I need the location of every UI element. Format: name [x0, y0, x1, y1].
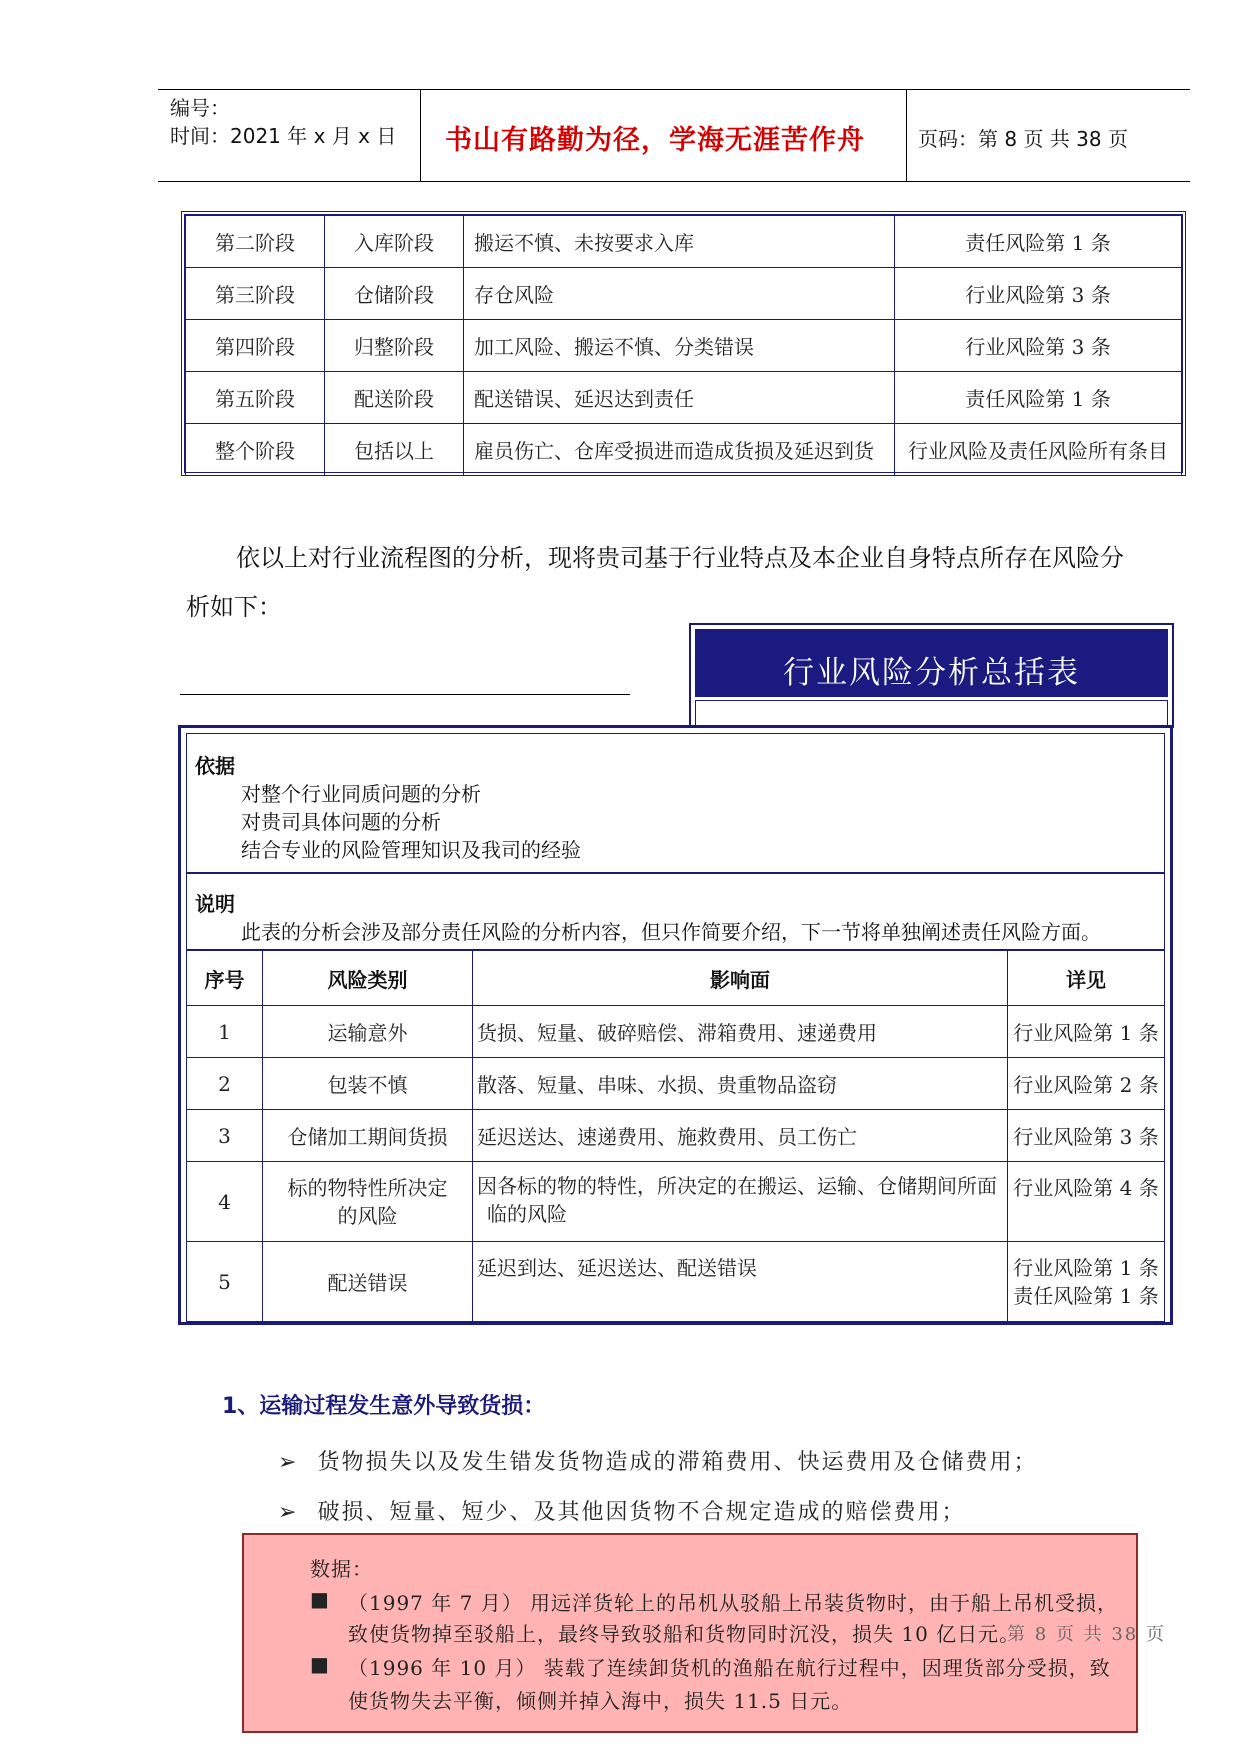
stage-phase: 仓储阶段 — [325, 268, 464, 320]
data-item-line: （1996 年 10 月） 装载了连续卸货机的渔船在航行过程中，因理货部分受损，致 — [348, 1656, 1111, 1680]
summary-title-box — [689, 623, 1174, 728]
data-label: 数据： — [310, 1557, 373, 1581]
basis-section — [186, 733, 1165, 873]
table-row — [187, 1058, 1165, 1110]
row-ref-line: 责任风险第 1 条 — [1013, 1283, 1159, 1308]
header-divider-left — [420, 89, 421, 181]
basis-item: 结合专业的风险管理知识及我司的经验 — [241, 838, 581, 862]
title-left-rule — [180, 694, 630, 695]
stage-phase: 包括以上 — [325, 424, 464, 476]
stage-name: 第五阶段 — [186, 372, 325, 424]
table-row — [186, 320, 1182, 372]
square-bullet-icon: ■ — [310, 1652, 330, 1676]
table-row — [187, 1162, 1165, 1242]
summary-title-underbar — [695, 700, 1168, 726]
row-category — [263, 1162, 473, 1242]
stage-phase: 入库阶段 — [325, 216, 464, 268]
stage-table — [181, 211, 1186, 476]
data-item-line: 使货物失去平衡，倾侧并掉入海中，损失 11.5 日元。 — [348, 1689, 853, 1713]
stage-phase: 配送阶段 — [325, 372, 464, 424]
row-ref: 行业风险第 3 条 — [1008, 1110, 1165, 1162]
list-item — [278, 1445, 1037, 1476]
stage-ref: 行业风险及责任风险所有条目 — [895, 424, 1182, 476]
table-row — [186, 372, 1182, 424]
stage-name: 第三阶段 — [186, 268, 325, 320]
summary-title: 行业风险分析总括表 — [783, 655, 1080, 691]
col-header-impact: 影响面 — [473, 951, 1008, 1006]
intro-line-1: 依以上对行业流程图的分析，现将贵司基于行业特点及本企业自身特点所存在风险分 — [236, 544, 1124, 572]
stage-risk: 配送错误、延迟达到责任 — [464, 372, 895, 424]
table-row — [186, 268, 1182, 320]
stage-ref: 行业风险第 3 条 — [895, 320, 1182, 372]
risk-table — [186, 950, 1165, 1317]
table-row — [187, 1242, 1165, 1322]
header-serial: 编号： — [170, 96, 230, 120]
row-no: 1 — [187, 1006, 263, 1058]
row-no: 5 — [187, 1242, 263, 1322]
stage-name: 整个阶段 — [186, 424, 325, 476]
section-title: 1、运输过程发生意外导致货损： — [222, 1394, 546, 1419]
header-bottom-rule — [158, 181, 1190, 182]
data-callout — [242, 1533, 1138, 1733]
row-no: 3 — [187, 1110, 263, 1162]
table-row — [186, 216, 1182, 268]
table-row — [186, 424, 1182, 476]
col-header-ref: 详见 — [1008, 951, 1165, 1006]
col-header-category: 风险类别 — [263, 951, 473, 1006]
header-divider-right — [906, 89, 907, 181]
row-impact-line: 临的风险 — [487, 1202, 567, 1226]
row-impact: 延迟送达、速递费用、施救费用、员工伤亡 — [473, 1110, 1008, 1162]
stage-risk: 雇员伤亡、仓库受损进而造成货损及延迟到货 — [464, 424, 895, 476]
row-category: 配送错误 — [263, 1242, 473, 1322]
stage-risk: 存仓风险 — [464, 268, 895, 320]
square-bullet-icon: ■ — [310, 1587, 330, 1611]
row-category: 运输意外 — [263, 1006, 473, 1058]
basis-heading: 依据 — [195, 754, 235, 778]
data-item-line: （1997 年 7 月） 用远洋货轮上的吊机从驳船上吊装货物时，由于船上吊机受损， — [348, 1591, 1119, 1615]
stage-risk: 加工风险、搬运不慎、分类错误 — [464, 320, 895, 372]
row-ref: 行业风险第 2 条 — [1008, 1058, 1165, 1110]
row-ref-line: 行业风险第 1 条 — [1013, 1255, 1159, 1280]
row-no: 2 — [187, 1058, 263, 1110]
basis-item: 对贵司具体问题的分析 — [241, 810, 441, 834]
row-impact: 散落、短量、串味、水损、贵重物品盗窃 — [473, 1058, 1008, 1110]
intro-line-2: 析如下： — [186, 593, 282, 621]
bullet-text: 货物损失以及发生错发货物造成的滞箱费用、快运费用及仓储费用； — [317, 1450, 1038, 1475]
stage-name: 第二阶段 — [186, 216, 325, 268]
row-category-line: 的风险 — [337, 1203, 398, 1228]
row-no: 4 — [187, 1162, 263, 1242]
row-ref: 行业风险第 4 条 — [1008, 1162, 1165, 1242]
row-impact: 货损、短量、破碎赔偿、滞箱费用、速递费用 — [473, 1006, 1008, 1058]
stage-name: 第四阶段 — [186, 320, 325, 372]
table-row — [187, 1006, 1165, 1058]
header-date: 时间：2021 年 x 月 x 日 — [170, 124, 397, 148]
stage-phase: 归整阶段 — [325, 320, 464, 372]
stage-ref: 责任风险第 1 条 — [895, 372, 1182, 424]
row-impact — [473, 1162, 1008, 1242]
row-category: 包装不慎 — [263, 1058, 473, 1110]
row-impact-line: 因各标的物的特性，所决定的在搬运、运输、仓储期间所面 — [477, 1174, 997, 1198]
risk-summary-box — [178, 725, 1173, 1325]
stage-risk: 搬运不慎、未按要求入库 — [464, 216, 895, 268]
summary-title-band — [695, 629, 1168, 697]
data-item-line: 致使货物掉至驳船上，最终导致驳船和货物同时沉没，损失 10 亿日元。 — [348, 1622, 1021, 1646]
header-page: 页码：第 8 页 共 38 页 — [918, 127, 1128, 151]
table-row — [187, 1110, 1165, 1162]
header-motto: 书山有路勤为径，学海无涯苦作舟 — [445, 125, 865, 156]
row-ref — [1008, 1242, 1165, 1322]
row-ref: 行业风险第 1 条 — [1008, 1006, 1165, 1058]
note-section — [186, 873, 1165, 950]
arrow-bullet-icon: ➢ — [278, 1500, 299, 1525]
bullet-text: 破损、短量、短少、及其他因货物不合规定造成的赔偿费用； — [317, 1500, 966, 1525]
row-impact: 延迟到达、延迟送达、配送错误 — [473, 1242, 1008, 1322]
row-category-line: 标的物特性所决定 — [287, 1175, 448, 1200]
stage-ref: 行业风险第 3 条 — [895, 268, 1182, 320]
row-category: 仓储加工期间货损 — [263, 1110, 473, 1162]
col-header-no: 序号 — [187, 951, 263, 1006]
header-top-rule — [158, 89, 1190, 90]
page-footer: 第 8 页 共 38 页 — [1007, 1624, 1166, 1645]
list-item — [278, 1495, 965, 1526]
basis-item: 对整个行业同质问题的分析 — [241, 782, 481, 806]
arrow-bullet-icon: ➢ — [278, 1450, 299, 1475]
note-heading: 说明 — [195, 892, 235, 916]
note-text: 此表的分析会涉及部分责任风险的分析内容，但只作简要介绍，下一节将单独阐述责任风险方面。 — [241, 920, 1101, 944]
stage-ref: 责任风险第 1 条 — [895, 216, 1182, 268]
